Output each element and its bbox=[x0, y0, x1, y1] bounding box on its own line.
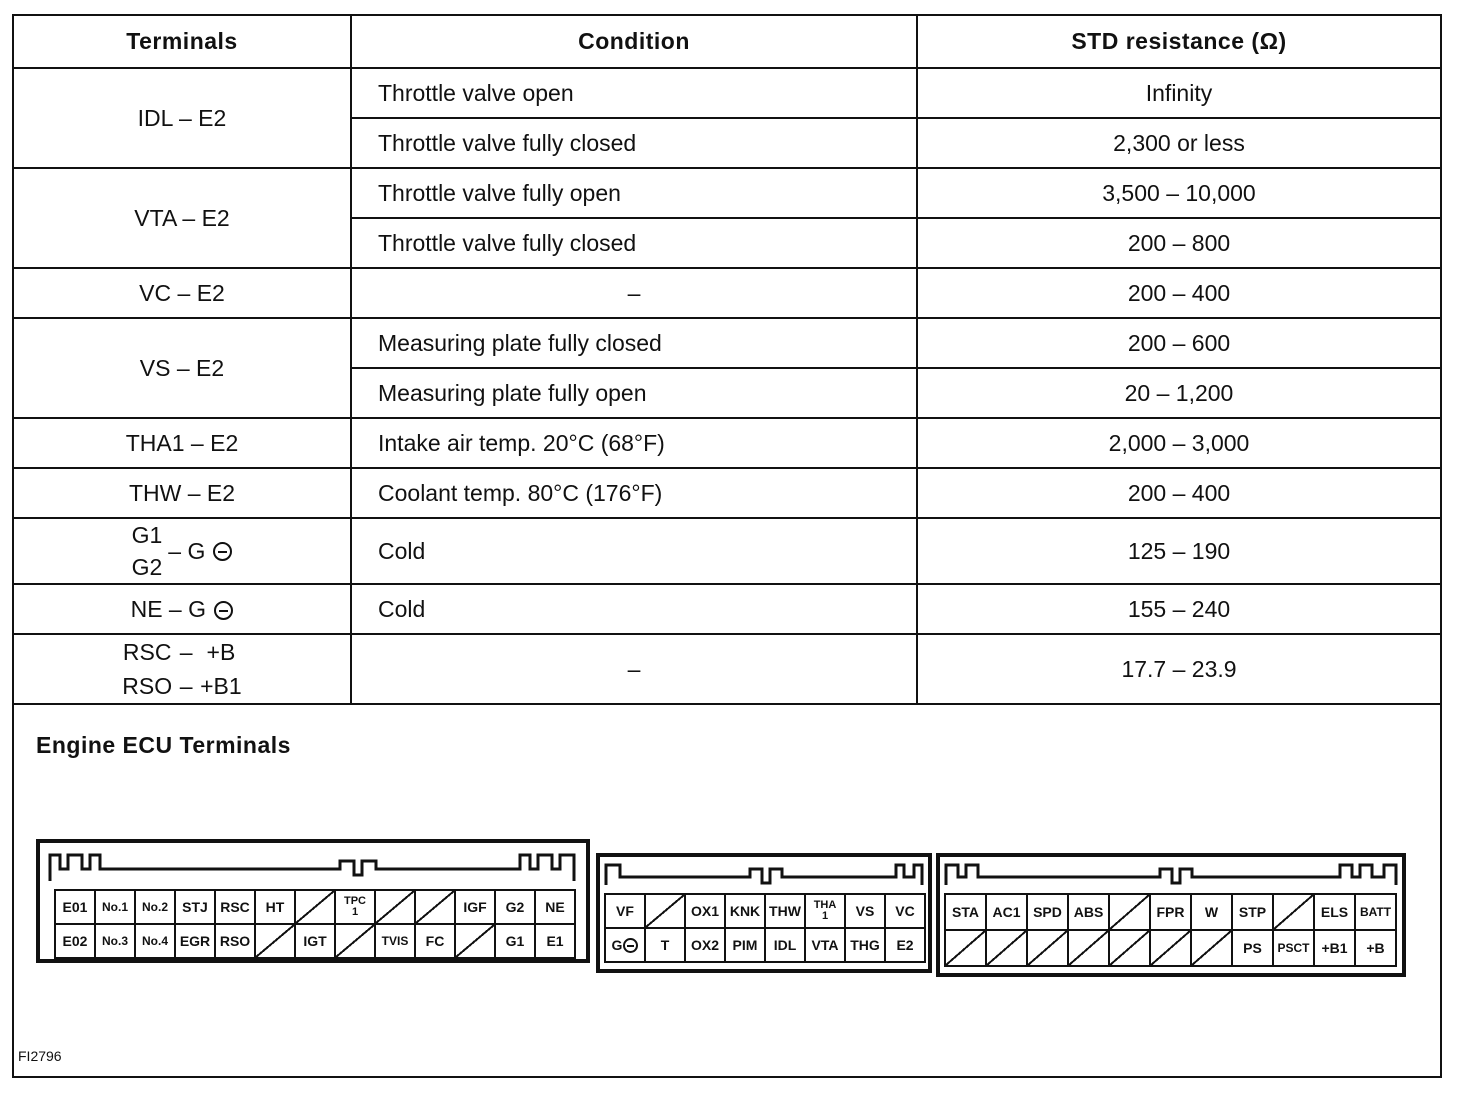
ecu-terminals-title: Engine ECU Terminals bbox=[36, 732, 291, 758]
condition-cell: Coolant temp. 80°C (176°F) bbox=[351, 468, 917, 518]
resistance-cell: 3,500 – 10,000 bbox=[917, 168, 1440, 218]
pin-label: AC1 bbox=[987, 895, 1028, 931]
table-row bbox=[14, 468, 1440, 518]
header-std-resistance: STD resistance (Ω) bbox=[917, 16, 1440, 68]
condition-cell: – bbox=[351, 268, 917, 318]
pin-label: PS bbox=[1233, 931, 1274, 967]
pin-label: KNK bbox=[726, 895, 766, 929]
resistance-cell: 200 – 400 bbox=[917, 468, 1440, 518]
pin-label: IGT bbox=[296, 925, 336, 959]
pin-label: VF bbox=[606, 895, 646, 929]
terminal-rsc: RSC bbox=[122, 639, 172, 665]
terminals-cell: IDL – E2 bbox=[14, 68, 351, 168]
pin-label: E2 bbox=[886, 929, 926, 963]
terminal-plus-b: +B bbox=[206, 639, 236, 665]
terminal-separator: – bbox=[179, 673, 193, 699]
condition-cell: Measuring plate fully open bbox=[351, 368, 917, 418]
terminal-g-label: – G bbox=[168, 537, 206, 564]
pin-label: VTA bbox=[806, 929, 846, 963]
terminals-cell: THW – E2 bbox=[14, 468, 351, 518]
connector-left-pins bbox=[54, 889, 576, 959]
pin-label: No.3 bbox=[96, 925, 136, 959]
resistance-cell: 125 – 190 bbox=[917, 518, 1440, 584]
ecu-connector-middle bbox=[596, 853, 932, 973]
terminals-cell: VTA – E2 bbox=[14, 168, 351, 268]
empty-pin bbox=[416, 891, 456, 925]
pin-label: HT bbox=[256, 891, 296, 925]
resistance-cell: 200 – 400 bbox=[917, 268, 1440, 318]
pin-label: VS bbox=[846, 895, 886, 929]
pin-label: RSC bbox=[216, 891, 256, 925]
connector-middle-pins bbox=[604, 893, 926, 963]
empty-pin bbox=[1069, 931, 1110, 967]
connector-right-pins bbox=[944, 893, 1397, 967]
empty-pin bbox=[946, 931, 987, 967]
terminals-cell bbox=[14, 634, 351, 704]
empty-pin bbox=[376, 891, 416, 925]
table-row bbox=[14, 418, 1440, 468]
resistance-cell: 2,000 – 3,000 bbox=[917, 418, 1440, 468]
terminals-cell: VC – E2 bbox=[14, 268, 351, 318]
empty-pin bbox=[336, 925, 376, 959]
pin-label: THW bbox=[766, 895, 806, 929]
terminal-g1: G1 bbox=[131, 522, 163, 548]
empty-pin bbox=[1110, 895, 1151, 931]
table-row bbox=[14, 68, 1440, 118]
ecu-connector-left bbox=[36, 839, 590, 963]
pin-label: G2 bbox=[496, 891, 536, 925]
pin-label: EGR bbox=[176, 925, 216, 959]
pin-label: TPC 1 bbox=[336, 891, 376, 925]
pin-label: FPR bbox=[1151, 895, 1192, 931]
header-condition: Condition bbox=[351, 16, 917, 68]
table-row bbox=[14, 168, 1440, 218]
terminals-cell bbox=[14, 518, 351, 584]
pin-label: OX2 bbox=[686, 929, 726, 963]
pin-label: T bbox=[646, 929, 686, 963]
table-row bbox=[14, 268, 1440, 318]
table-header-row bbox=[14, 16, 1440, 68]
terminal-g2: G2 bbox=[131, 554, 163, 580]
pin-label: G bbox=[606, 929, 646, 963]
pin-label: +B1 bbox=[1315, 931, 1356, 967]
pin-label: ABS bbox=[1069, 895, 1110, 931]
connector-key-outline bbox=[40, 843, 586, 883]
pin-label: VC bbox=[886, 895, 926, 929]
connector-key-outline bbox=[940, 857, 1402, 897]
condition-cell: Throttle valve fully closed bbox=[351, 218, 917, 268]
pin-label: No.1 bbox=[96, 891, 136, 925]
pin-label: OX1 bbox=[686, 895, 726, 929]
rsc-terminal-grid bbox=[122, 635, 241, 703]
empty-pin bbox=[1274, 895, 1315, 931]
empty-pin bbox=[256, 925, 296, 959]
resistance-cell: 155 – 240 bbox=[917, 584, 1440, 634]
pin-label: IGF bbox=[456, 891, 496, 925]
terminal-plus-b1: +B1 bbox=[200, 673, 242, 699]
pin-label: +B bbox=[1356, 931, 1397, 967]
condition-cell: – bbox=[351, 634, 917, 704]
empty-pin bbox=[1192, 931, 1233, 967]
pin-label: SPD bbox=[1028, 895, 1069, 931]
pin-label: STA bbox=[946, 895, 987, 931]
resistance-cell: Infinity bbox=[917, 68, 1440, 118]
terminals-cell: VS – E2 bbox=[14, 318, 351, 418]
empty-pin bbox=[1151, 931, 1192, 967]
terminal-separator: – bbox=[179, 639, 193, 665]
terminal-ne-label: NE – G bbox=[130, 595, 207, 622]
resistance-cell: 200 – 800 bbox=[917, 218, 1440, 268]
resistance-cell: 20 – 1,200 bbox=[917, 368, 1440, 418]
empty-pin bbox=[456, 925, 496, 959]
pin-label: BATT bbox=[1356, 895, 1397, 931]
pin-label: E1 bbox=[536, 925, 576, 959]
figure-id: FI2796 bbox=[18, 1048, 62, 1064]
resistance-cell: 17.7 – 23.9 bbox=[917, 634, 1440, 704]
pin-label: E01 bbox=[56, 891, 96, 925]
resistance-cell: 2,300 or less bbox=[917, 118, 1440, 168]
terminals-stack bbox=[132, 519, 163, 583]
pin-label: No.2 bbox=[136, 891, 176, 925]
terminals-cell: THA1 – E2 bbox=[14, 418, 351, 468]
minus-circle-icon bbox=[623, 938, 638, 953]
condition-cell: Intake air temp. 20°C (68°F) bbox=[351, 418, 917, 468]
pin-label: FC bbox=[416, 925, 456, 959]
terminal-rso: RSO bbox=[122, 673, 173, 699]
minus-circle-icon bbox=[213, 542, 232, 561]
table-row bbox=[14, 584, 1440, 634]
pin-label: PIM bbox=[726, 929, 766, 963]
condition-cell: Measuring plate fully closed bbox=[351, 318, 917, 368]
pin-label: STJ bbox=[176, 891, 216, 925]
empty-pin bbox=[1028, 931, 1069, 967]
empty-pin bbox=[646, 895, 686, 929]
pin-label: W bbox=[1192, 895, 1233, 931]
condition-cell: Throttle valve open bbox=[351, 68, 917, 118]
pin-label: THG bbox=[846, 929, 886, 963]
condition-cell: Throttle valve fully open bbox=[351, 168, 917, 218]
pin-label: ELS bbox=[1315, 895, 1356, 931]
empty-pin bbox=[1110, 931, 1151, 967]
spec-sheet bbox=[12, 14, 1442, 1078]
table-row bbox=[14, 518, 1440, 584]
pin-label: NE bbox=[536, 891, 576, 925]
pin-label: No.4 bbox=[136, 925, 176, 959]
empty-pin bbox=[296, 891, 336, 925]
resistance-table bbox=[14, 16, 1440, 705]
condition-cell: Cold bbox=[351, 584, 917, 634]
empty-pin bbox=[987, 931, 1028, 967]
condition-cell: Throttle valve fully closed bbox=[351, 118, 917, 168]
pin-label: IDL bbox=[766, 929, 806, 963]
header-terminals: Terminals bbox=[14, 16, 351, 68]
connector-key-outline bbox=[600, 857, 928, 897]
resistance-cell: 200 – 600 bbox=[917, 318, 1440, 368]
pin-label: E02 bbox=[56, 925, 96, 959]
terminals-group bbox=[132, 519, 233, 583]
ecu-connector-right bbox=[936, 853, 1406, 977]
pin-label: THA 1 bbox=[806, 895, 846, 929]
table-row bbox=[14, 318, 1440, 368]
pin-label: STP bbox=[1233, 895, 1274, 931]
table-row bbox=[14, 634, 1440, 704]
pin-label: TVIS bbox=[376, 925, 416, 959]
terminals-cell bbox=[14, 584, 351, 634]
condition-cell: Cold bbox=[351, 518, 917, 584]
minus-circle-icon bbox=[214, 601, 233, 620]
pin-label: PSCT bbox=[1274, 931, 1315, 967]
pin-label: RSO bbox=[216, 925, 256, 959]
pin-label: G1 bbox=[496, 925, 536, 959]
